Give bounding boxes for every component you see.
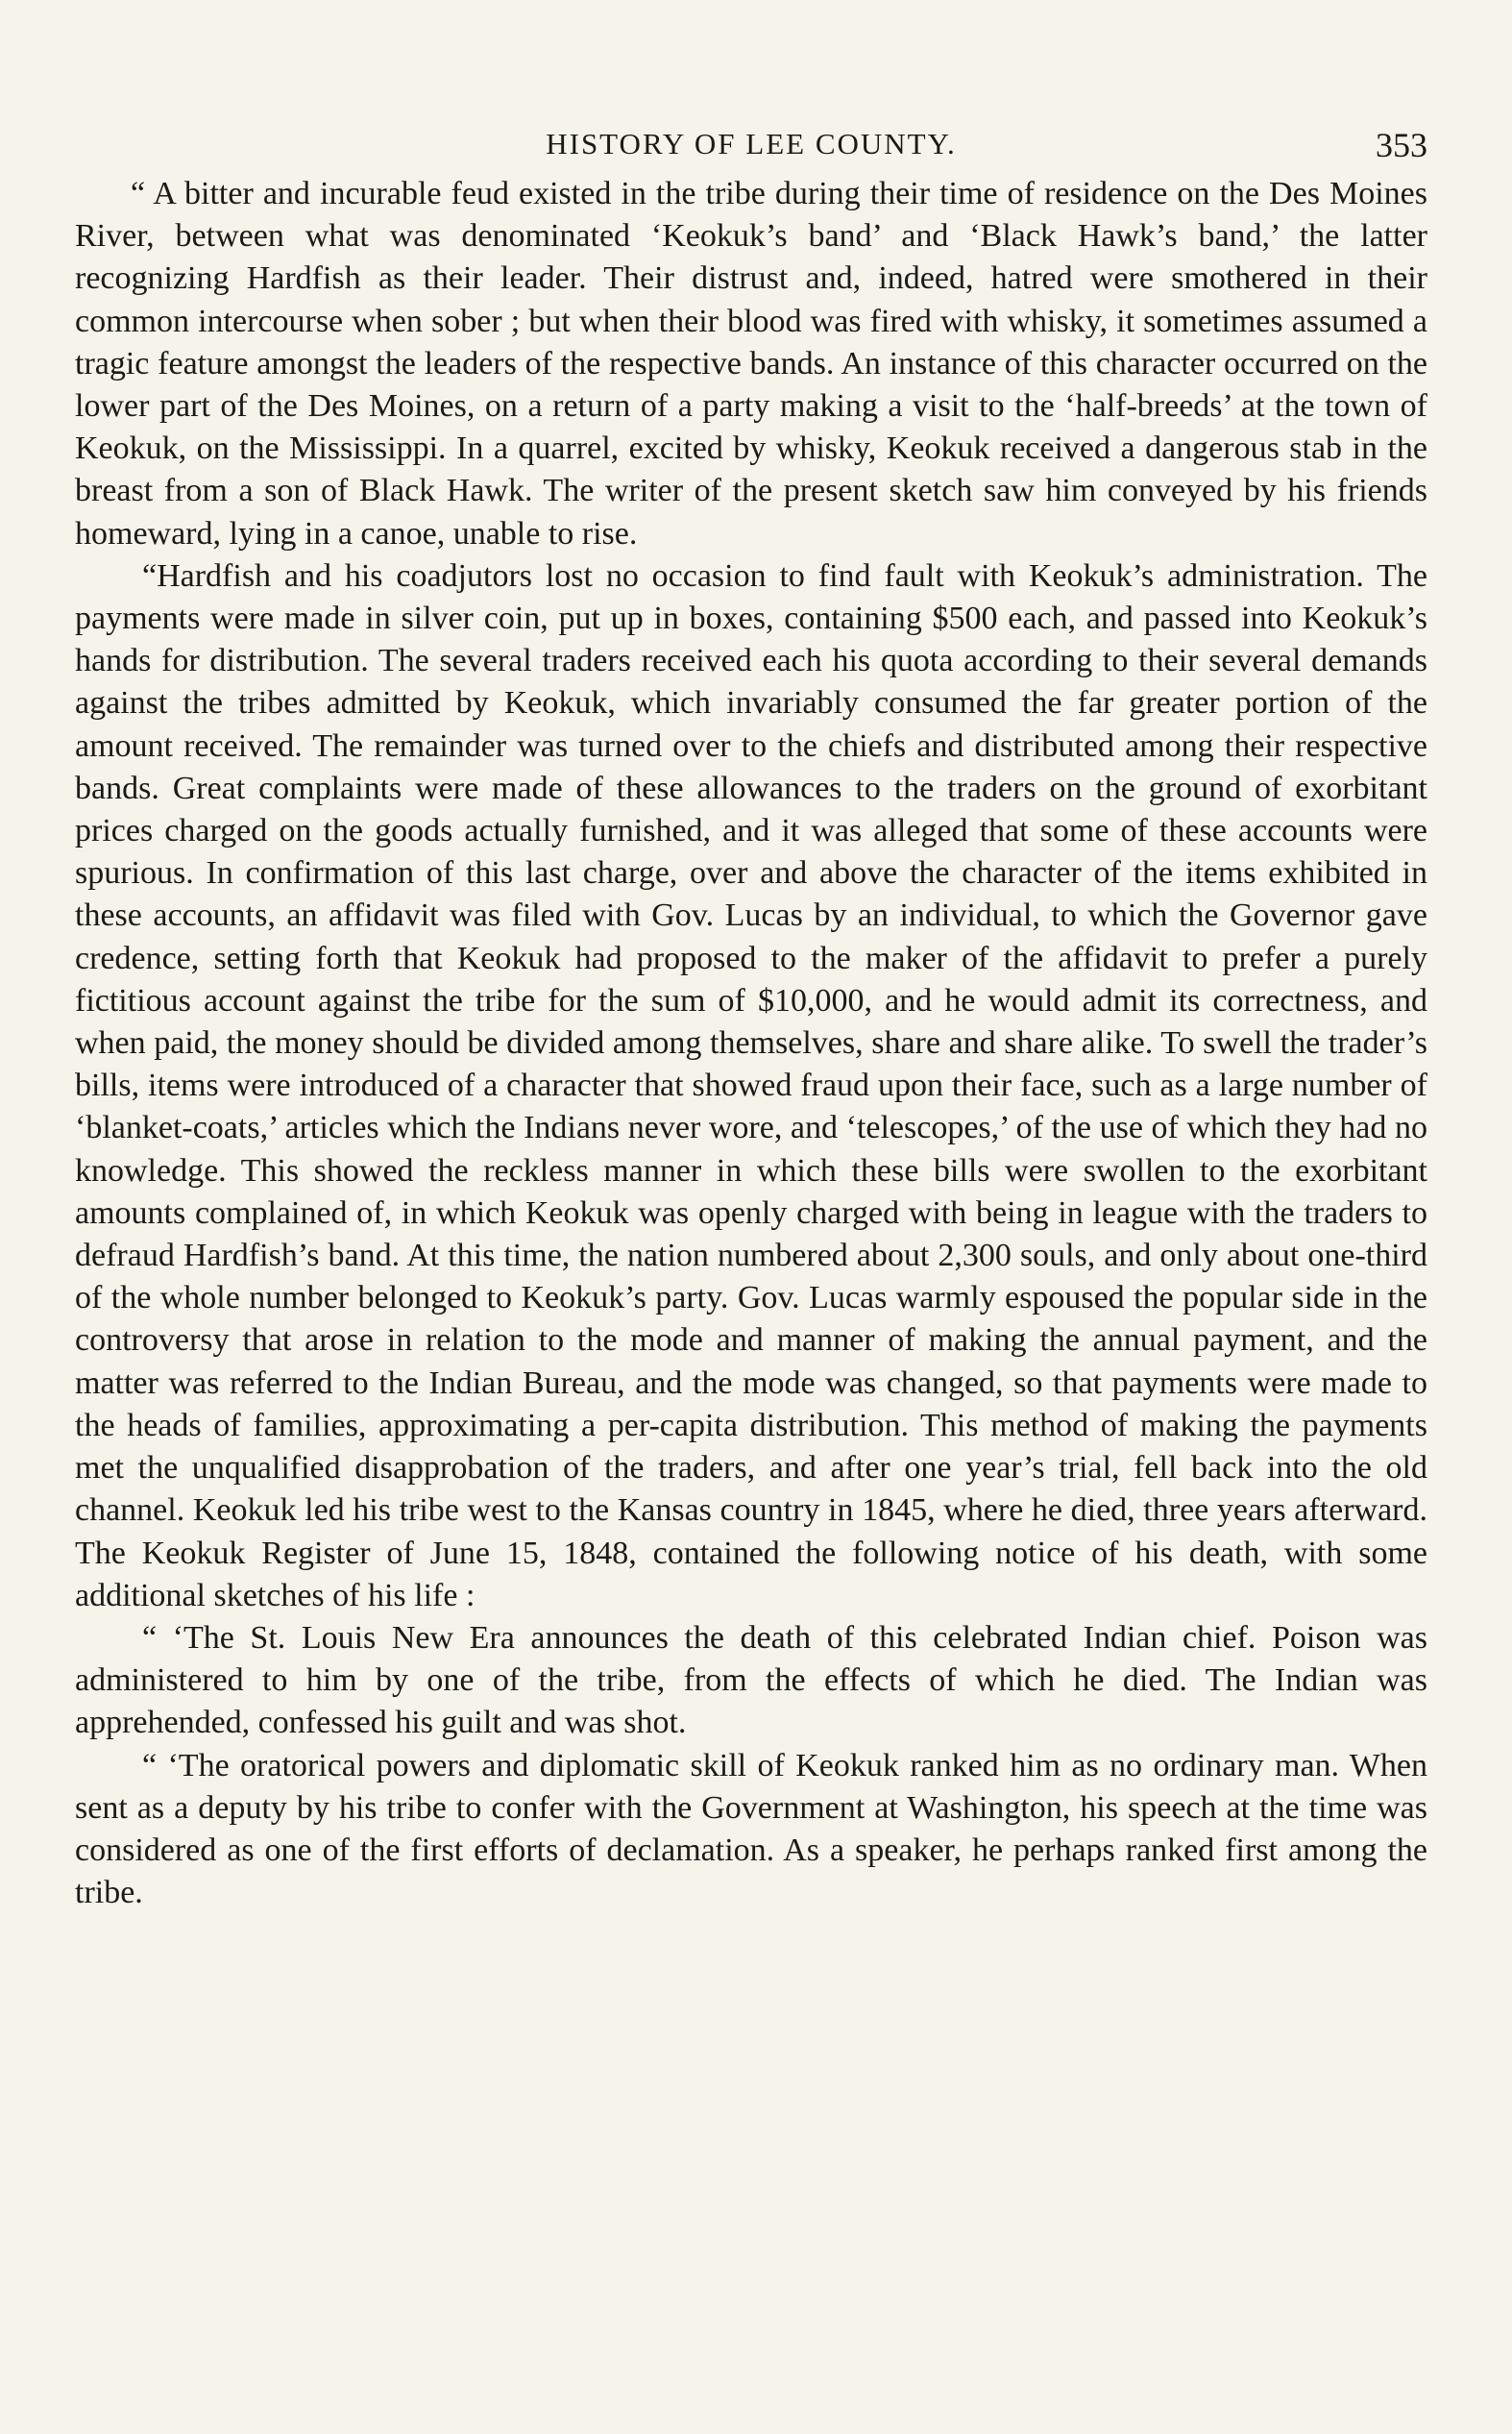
- paragraph-feud: “ A bitter and incurable feud existed in the tribe during their time of residence on the Des Moines River, between what was denominated ‘Keokuk’s band’ and ‘Black Hawk’s band,’ the latter recognizing Hardfish as their leader. Their distrust and, indeed, hatred were smothered in their common intercourse when sober ; but when their blood was fired with whisky, it sometimes assumed a tragic feature amongst the leaders of the respective bands. An instance of this character occurred on the lower part of the Des Moines, on a return of a party making a visit to the ‘half-breeds’ at the town of Keokuk, on the Mississippi. In a quarrel, excited by whisky, Keokuk received a dangerous stab in the breast from a son of Black Hawk. The writer of the present sketch saw him conveyed by his friends homeward, lying in a canoe, unable to rise.: [75, 176, 1427, 552]
- body-text: [75, 173, 1427, 1914]
- running-title: HISTORY OF LEE COUNTY.: [546, 127, 957, 160]
- paragraph-hardfish: “Hardfish and his coadjutors lost no occasion to find fault with Keokuk’s administration. The payments were made in silver coin, put up in boxes, containing $500 each, and passed into Keokuk’s hands for distribution. The several traders received each his quota according to their several demands against the tribes admitted by Keokuk, which invariably consumed the far greater portion of the amount received. The remainder was turned over to the chiefs and distributed among their respective bands. Great complaints were made of these allowances to the traders on the ground of exorbitant prices charged on the goods actually furnished, and it was alleged that some of these accounts were spurious. In confirmation of this last charge, over and above the character of the items exhibited in these accounts, an affidavit was filed with Gov. Lucas by an individual, to which the Governor gave credence, setting forth that Keokuk had proposed to the maker of the affidavit to prefer a purely fictitious account against the tribe for the sum of $10,000, and he would admit its correctness, and when paid, the money should be divided among themselves, share and share alike. To swell the trader’s bills, items were introduced of a character that showed fraud upon their face, such as a large number of ‘blanket-coats,’ articles which the Indians never wore, and ‘telescopes,’ of the use of which they had no knowledge. This showed the reckless manner in which these bills were swollen to the exorbitant amounts complained of, in which Keokuk was openly charged with being in league with the traders to defraud Hardfish’s band. At this time, the nation numbered about 2,300 souls, and only about one-third of the whole number belonged to Keokuk’s party. Gov. Lucas warmly espoused the popular side in the controversy that arose in relation to the mode and manner of making the annual payment, and the matter was referred to the Indian Bureau, and the mode was changed, so that payments were made to the heads of families, approximating a per-capita distribution. This method of making the payments met the unqualified disapprobation of the traders, and after one year’s trial, fell back into the old channel. Keokuk led his tribe west to the Kansas country in 1845, where he died, three years afterward. The Keokuk Register of June 15, 1848, contained the following notice of his death, with some additional sketches of his life :: [75, 557, 1427, 1613]
- paragraph-oratorical-powers: “ ‘The oratorical powers and diplomatic skill of Keokuk ranked him as no ordinary man. When sent as a deputy by his tribe to confer with the Government at Washington, his speech at the time was considered as one of the first efforts of declamation. As a speaker, he perhaps ranked first among the tribe.: [75, 1747, 1427, 1911]
- running-header: [75, 115, 1427, 173]
- page-number: 353: [1376, 126, 1427, 164]
- book-page: [75, 115, 1427, 1914]
- paragraph-new-era-notice: “ ‘The St. Louis New Era announces the death of this celebrated Indian chief. Poison was administered to him by one of the tribe, from the effects of which he died. The Indian was apprehended, confessed his guilt and was shot.: [75, 1619, 1427, 1741]
